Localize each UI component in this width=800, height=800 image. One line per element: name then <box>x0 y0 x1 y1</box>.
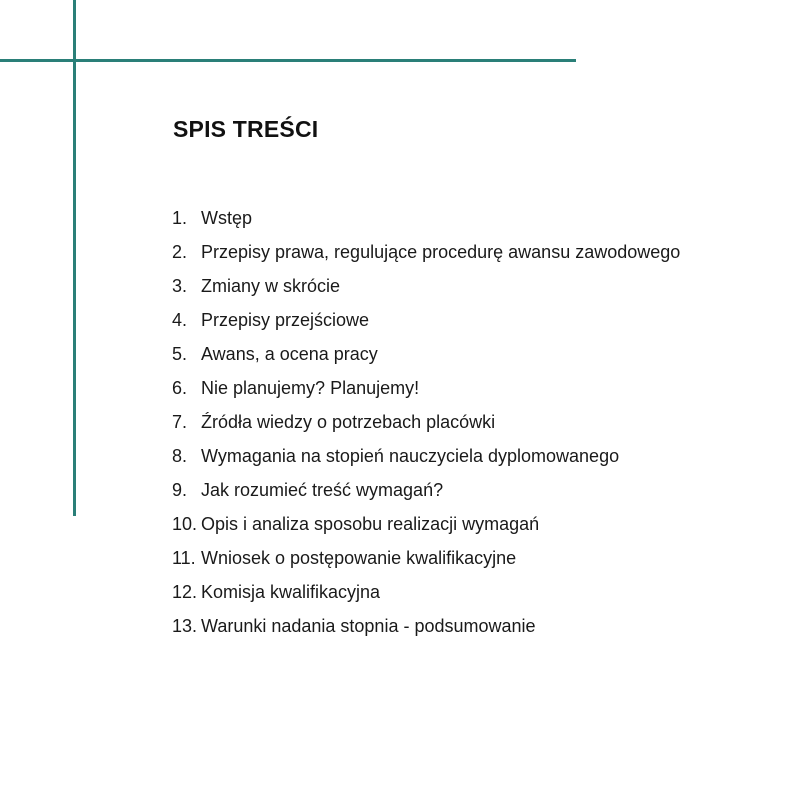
toc-item-label: Awans, a ocena pracy <box>201 344 378 364</box>
toc-item <box>172 408 680 442</box>
toc-item-label: Zmiany w skrócie <box>201 276 341 296</box>
toc-item-number: 13. <box>172 616 198 636</box>
toc-item-number: 3. <box>172 276 188 296</box>
toc-item <box>172 476 680 510</box>
decorative-horizontal-line <box>0 59 576 62</box>
toc-item-number: 11. <box>172 548 196 568</box>
toc-item <box>172 204 680 238</box>
toc-item <box>172 340 680 374</box>
toc-item <box>172 544 680 578</box>
toc-item-number: 6. <box>172 378 188 398</box>
toc-item-label: Opis i analiza sposobu realizacji wymagań <box>201 514 540 534</box>
toc-item-label: Jak rozumieć treść wymagań? <box>201 480 444 500</box>
toc-item-label: Przepisy prawa, regulujące procedurę awansu zawodowego <box>201 242 681 262</box>
table-of-contents <box>172 204 680 646</box>
toc-item <box>172 442 680 476</box>
toc-item-number: 9. <box>172 480 188 500</box>
toc-item-number: 10. <box>172 514 198 534</box>
toc-item-number: 1. <box>172 208 188 228</box>
toc-item <box>172 306 680 340</box>
toc-item-label: Wstęp <box>201 208 253 228</box>
decorative-vertical-line <box>73 0 76 516</box>
toc-item-label: Komisja kwalifikacyjna <box>201 582 381 602</box>
toc-item <box>172 578 680 612</box>
toc-item-number: 4. <box>172 310 188 330</box>
toc-item-number: 8. <box>172 446 188 466</box>
toc-item-number: 7. <box>172 412 188 432</box>
toc-item-label: Źródła wiedzy o potrzebach placówki <box>201 412 496 432</box>
toc-item <box>172 272 680 306</box>
toc-item-number: 2. <box>172 242 188 262</box>
toc-item-label: Wymagania na stopień nauczyciela dyplomowanego <box>201 446 620 466</box>
toc-item <box>172 612 680 646</box>
toc-item-label: Warunki nadania stopnia - podsumowanie <box>201 616 536 636</box>
toc-item <box>172 510 680 544</box>
page-title: SPIS TREŚCI <box>173 116 319 142</box>
toc-item <box>172 374 680 408</box>
toc-item <box>172 238 680 272</box>
toc-item-number: 5. <box>172 344 188 364</box>
toc-item-label: Wniosek o postępowanie kwalifikacyjne <box>201 548 517 568</box>
toc-item-label: Nie planujemy? Planujemy! <box>201 378 420 398</box>
toc-item-number: 12. <box>172 582 198 602</box>
toc-item-label: Przepisy przejściowe <box>201 310 370 330</box>
